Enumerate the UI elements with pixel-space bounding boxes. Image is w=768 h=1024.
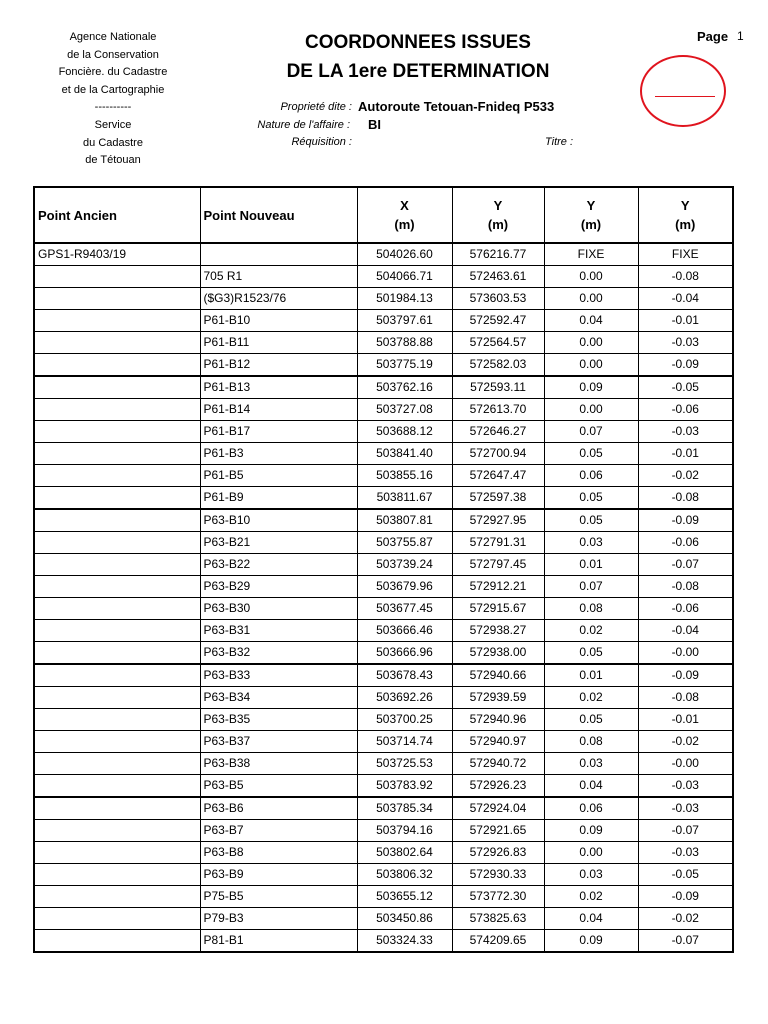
cell-point-ancien — [34, 797, 200, 820]
cell-point-ancien — [34, 642, 200, 665]
cell-y2: 0.09 — [544, 820, 638, 842]
cell-y3: -0.02 — [638, 465, 733, 487]
cell-y3: -0.08 — [638, 576, 733, 598]
cell-point-nouveau: P63-B31 — [200, 620, 357, 642]
cell-x: 503794.16 — [357, 820, 452, 842]
propriete-label: Proprieté dite : — [280, 101, 352, 113]
cell-y3: -0.01 — [638, 443, 733, 465]
cell-point-nouveau: P61-B12 — [200, 354, 357, 377]
cell-y: 572582.03 — [452, 354, 544, 377]
cell-point-nouveau: P63-B22 — [200, 554, 357, 576]
cell-x: 503788.88 — [357, 332, 452, 354]
col-y — [452, 187, 544, 243]
cell-point-nouveau: P63-B34 — [200, 687, 357, 709]
propriete-value: Autoroute Tetouan-Fnideq P533 — [358, 99, 555, 114]
cell-y3: -0.03 — [638, 797, 733, 820]
cell-point-ancien — [34, 310, 200, 332]
cell-y2: 0.00 — [544, 842, 638, 864]
cell-y3: -0.05 — [638, 864, 733, 886]
cell-y2: 0.07 — [544, 576, 638, 598]
cell-y: 574209.65 — [452, 930, 544, 953]
cell-y: 572915.67 — [452, 598, 544, 620]
cell-y2: 0.07 — [544, 421, 638, 443]
cell-point-nouveau: P63-B21 — [200, 532, 357, 554]
table-row — [34, 930, 733, 953]
table-row — [34, 354, 733, 377]
cell-y3: -0.09 — [638, 886, 733, 908]
cell-y: 572940.96 — [452, 709, 544, 731]
agency-line: Agence Nationale — [69, 31, 157, 43]
cell-y3: -0.08 — [638, 266, 733, 288]
cell-point-ancien — [34, 443, 200, 465]
cell-y: 572940.72 — [452, 753, 544, 775]
cell-point-nouveau: P61-B9 — [200, 487, 357, 510]
cell-y2: 0.06 — [544, 465, 638, 487]
cell-y2: 0.00 — [544, 354, 638, 377]
coordinates-table — [33, 186, 734, 953]
cell-y2: 0.01 — [544, 664, 638, 687]
col-y3-unit: (m) — [675, 217, 696, 232]
cell-x: 503807.81 — [357, 509, 452, 532]
agency-line: Foncière. du Cadastre — [58, 66, 168, 79]
cell-y: 572939.59 — [452, 687, 544, 709]
cell-y2: 0.04 — [544, 908, 638, 930]
cell-y2: 0.05 — [544, 487, 638, 510]
table-row — [34, 598, 733, 620]
cell-y2: 0.00 — [544, 332, 638, 354]
cell-y: 572940.97 — [452, 731, 544, 753]
cell-point-ancien — [34, 864, 200, 886]
table-header-row — [34, 187, 733, 243]
agency-line: du Cadastre — [83, 136, 143, 149]
cell-point-ancien — [34, 687, 200, 709]
table-row — [34, 443, 733, 465]
table-row — [34, 709, 733, 731]
cell-x: 503692.26 — [357, 687, 452, 709]
cell-x: 503811.67 — [357, 487, 452, 510]
cell-point-ancien — [34, 465, 200, 487]
table-row — [34, 310, 733, 332]
cell-y: 573825.63 — [452, 908, 544, 930]
cell-y3: -0.01 — [638, 709, 733, 731]
cell-point-nouveau: P63-B35 — [200, 709, 357, 731]
cell-x: 503802.64 — [357, 842, 452, 864]
cell-point-nouveau: P63-B7 — [200, 820, 357, 842]
table-row — [34, 753, 733, 775]
cell-point-ancien — [34, 753, 200, 775]
cell-y: 572597.38 — [452, 487, 544, 510]
cell-x: 503450.86 — [357, 908, 452, 930]
col-y3-label: Y — [680, 198, 690, 213]
cell-y: 572940.66 — [452, 664, 544, 687]
cell-point-nouveau: P61-B11 — [200, 332, 357, 354]
cell-point-ancien — [34, 775, 200, 798]
cell-x: 503775.19 — [357, 354, 452, 377]
col-x-label: X — [400, 198, 409, 213]
cell-point-nouveau: P81-B1 — [200, 930, 357, 953]
agency-separator: ---------- — [94, 101, 132, 114]
table-row — [34, 842, 733, 864]
cell-point-nouveau: P63-B6 — [200, 797, 357, 820]
cell-y3: -0.06 — [638, 598, 733, 620]
cell-point-nouveau: P61-B10 — [200, 310, 357, 332]
cell-point-ancien — [34, 509, 200, 532]
cell-y2: 0.08 — [544, 731, 638, 753]
cell-x: 503666.46 — [357, 620, 452, 642]
cell-x: 503678.43 — [357, 664, 452, 687]
col-y2 — [544, 187, 638, 243]
cell-y3: -0.00 — [638, 642, 733, 665]
cell-y: 572564.57 — [452, 332, 544, 354]
cell-x: 503797.61 — [357, 310, 452, 332]
cell-point-nouveau: P63-B29 — [200, 576, 357, 598]
table-row — [34, 399, 733, 421]
cell-y: 572938.27 — [452, 620, 544, 642]
cell-y2: 0.00 — [544, 399, 638, 421]
cell-y2: FIXE — [544, 243, 638, 266]
agency-line: de la Conservation — [67, 48, 159, 61]
cell-y: 572592.47 — [452, 310, 544, 332]
cell-y: 572613.70 — [452, 399, 544, 421]
cell-y: 573603.53 — [452, 288, 544, 310]
cell-point-ancien — [34, 820, 200, 842]
document-title — [248, 28, 588, 86]
cell-y3: FIXE — [638, 243, 733, 266]
cell-point-ancien — [34, 288, 200, 310]
cell-y: 576216.77 — [452, 243, 544, 266]
cell-point-nouveau: P63-B33 — [200, 664, 357, 687]
cell-point-nouveau: P63-B37 — [200, 731, 357, 753]
cell-point-ancien — [34, 620, 200, 642]
table-row — [34, 642, 733, 665]
table-row — [34, 864, 733, 886]
cell-y: 572926.83 — [452, 842, 544, 864]
table-row — [34, 532, 733, 554]
cell-x: 503700.25 — [357, 709, 452, 731]
cell-y2: 0.02 — [544, 620, 638, 642]
table-row — [34, 243, 733, 266]
cell-y: 572912.21 — [452, 576, 544, 598]
cell-x: 503677.45 — [357, 598, 452, 620]
cell-x: 503324.33 — [357, 930, 452, 953]
table-row — [34, 820, 733, 842]
cell-y2: 0.05 — [544, 709, 638, 731]
titre-label: Titre : — [545, 136, 574, 148]
cell-y2: 0.01 — [544, 554, 638, 576]
cell-y2: 0.05 — [544, 443, 638, 465]
cell-y2: 0.09 — [544, 930, 638, 953]
page-number: 1 — [737, 29, 744, 43]
cell-y2: 0.00 — [544, 266, 638, 288]
cell-point-ancien — [34, 532, 200, 554]
cell-point-ancien — [34, 842, 200, 864]
cell-point-nouveau: P79-B3 — [200, 908, 357, 930]
cell-x: 503785.34 — [357, 797, 452, 820]
cell-point-nouveau: ($G3)R1523/76 — [200, 288, 357, 310]
cell-y3: -0.03 — [638, 775, 733, 798]
cell-point-nouveau: P61-B5 — [200, 465, 357, 487]
cell-point-nouveau: P63-B32 — [200, 642, 357, 665]
cell-y: 572463.61 — [452, 266, 544, 288]
nature-label: Nature de l'affaire : — [257, 119, 350, 131]
cell-y3: -0.03 — [638, 421, 733, 443]
cell-x: 504066.71 — [357, 266, 452, 288]
cell-x: 503783.92 — [357, 775, 452, 798]
cell-point-nouveau: P61-B13 — [200, 376, 357, 399]
cell-y2: 0.09 — [544, 376, 638, 399]
cell-y3: -0.07 — [638, 930, 733, 953]
cell-y2: 0.02 — [544, 687, 638, 709]
col-point-ancien: Point Ancien — [34, 187, 200, 243]
table-row — [34, 687, 733, 709]
cell-point-ancien — [34, 731, 200, 753]
agency-line: de Tétouan — [85, 154, 141, 167]
cell-y: 572791.31 — [452, 532, 544, 554]
cell-point-nouveau: P63-B5 — [200, 775, 357, 798]
cell-y3: -0.06 — [638, 399, 733, 421]
cell-x: 504026.60 — [357, 243, 452, 266]
cell-y: 572593.11 — [452, 376, 544, 399]
cell-y3: -0.00 — [638, 753, 733, 775]
cell-x: 503666.96 — [357, 642, 452, 665]
cell-x: 503714.74 — [357, 731, 452, 753]
col-x-unit: (m) — [394, 217, 415, 232]
col-y3 — [638, 187, 733, 243]
title-line-1: COORDONNEES ISSUES — [305, 32, 531, 53]
cell-x: 503727.08 — [357, 399, 452, 421]
cell-y: 572797.45 — [452, 554, 544, 576]
requisition-label: Réquisition : — [291, 136, 352, 148]
cell-y3: -0.02 — [638, 731, 733, 753]
table-row — [34, 576, 733, 598]
table-row — [34, 664, 733, 687]
cell-x: 503655.12 — [357, 886, 452, 908]
cell-y: 572926.23 — [452, 775, 544, 798]
cell-point-ancien — [34, 598, 200, 620]
cell-y: 572930.33 — [452, 864, 544, 886]
cell-y2: 0.03 — [544, 753, 638, 775]
cell-y3: -0.04 — [638, 620, 733, 642]
cell-y3: -0.05 — [638, 376, 733, 399]
cell-y3: -0.06 — [638, 532, 733, 554]
cell-y: 572924.04 — [452, 797, 544, 820]
cell-point-ancien — [34, 332, 200, 354]
cell-y3: -0.03 — [638, 332, 733, 354]
cell-point-nouveau: P63-B30 — [200, 598, 357, 620]
table-row — [34, 487, 733, 510]
col-y2-unit: (m) — [580, 217, 602, 232]
table-row — [34, 288, 733, 310]
cell-x: 503688.12 — [357, 421, 452, 443]
cell-point-nouveau: P61-B14 — [200, 399, 357, 421]
col-x — [357, 187, 452, 243]
cell-y: 572938.00 — [452, 642, 544, 665]
table-row — [34, 731, 733, 753]
table-row — [34, 332, 733, 354]
cell-point-ancien — [34, 554, 200, 576]
cell-point-ancien — [34, 376, 200, 399]
cell-x: 501984.13 — [357, 288, 452, 310]
cell-y2: 0.05 — [544, 642, 638, 665]
table-row — [34, 620, 733, 642]
cell-x: 503725.53 — [357, 753, 452, 775]
cell-point-nouveau — [200, 243, 357, 266]
cell-y2: 0.00 — [544, 288, 638, 310]
table-row — [34, 421, 733, 443]
cell-y: 572927.95 — [452, 509, 544, 532]
cell-y3: -0.04 — [638, 288, 733, 310]
cell-point-ancien — [34, 421, 200, 443]
table-row — [34, 376, 733, 399]
cell-y3: -0.08 — [638, 687, 733, 709]
cell-point-nouveau: P75-B5 — [200, 886, 357, 908]
cell-point-nouveau: P63-B10 — [200, 509, 357, 532]
cell-x: 503855.16 — [357, 465, 452, 487]
cell-y: 572921.65 — [452, 820, 544, 842]
cell-y2: 0.04 — [544, 775, 638, 798]
cell-y3: -0.09 — [638, 664, 733, 687]
cell-point-ancien — [34, 266, 200, 288]
cell-y3: -0.09 — [638, 509, 733, 532]
cell-y3: -0.08 — [638, 487, 733, 510]
cell-x: 503841.40 — [357, 443, 452, 465]
table-row — [34, 775, 733, 798]
cell-point-ancien — [34, 487, 200, 510]
cell-y2: 0.05 — [544, 509, 638, 532]
table-row — [34, 797, 733, 820]
cell-point-nouveau: P63-B8 — [200, 842, 357, 864]
cell-y3: -0.07 — [638, 554, 733, 576]
cell-point-ancien — [34, 886, 200, 908]
cell-y: 572647.47 — [452, 465, 544, 487]
cell-point-nouveau: 705 R1 — [200, 266, 357, 288]
cell-y3: -0.03 — [638, 842, 733, 864]
cell-y: 573772.30 — [452, 886, 544, 908]
cell-y2: 0.03 — [544, 864, 638, 886]
cell-point-ancien — [34, 908, 200, 930]
cell-point-ancien — [34, 399, 200, 421]
cell-point-ancien — [34, 576, 200, 598]
cell-y2: 0.08 — [544, 598, 638, 620]
cell-point-nouveau: P63-B9 — [200, 864, 357, 886]
cell-point-ancien — [34, 354, 200, 377]
cell-y: 572700.94 — [452, 443, 544, 465]
cell-point-nouveau: P61-B17 — [200, 421, 357, 443]
nature-value: BI — [368, 117, 381, 132]
cell-point-ancien — [34, 664, 200, 687]
stamp-line — [655, 96, 715, 97]
table-row — [34, 465, 733, 487]
agency-block — [40, 29, 186, 170]
cell-x: 503762.16 — [357, 376, 452, 399]
col-y-label: Y — [493, 198, 503, 213]
cell-y3: -0.01 — [638, 310, 733, 332]
cell-point-nouveau: P61-B3 — [200, 443, 357, 465]
cell-x: 503806.32 — [357, 864, 452, 886]
cell-y2: 0.02 — [544, 886, 638, 908]
agency-line: Service — [94, 118, 132, 131]
cell-x: 503755.87 — [357, 532, 452, 554]
table-row — [34, 908, 733, 930]
cell-y: 572646.27 — [452, 421, 544, 443]
table-row — [34, 509, 733, 532]
col-y2-label: Y — [586, 198, 596, 213]
cell-y3: -0.07 — [638, 820, 733, 842]
cell-point-nouveau: P63-B38 — [200, 753, 357, 775]
cell-point-ancien — [34, 930, 200, 953]
cell-y2: 0.03 — [544, 532, 638, 554]
cell-y3: -0.02 — [638, 908, 733, 930]
cell-y2: 0.04 — [544, 310, 638, 332]
cell-x: 503739.24 — [357, 554, 452, 576]
cell-point-ancien — [34, 709, 200, 731]
stamp-circle — [640, 55, 726, 127]
col-point-nouveau: Point Nouveau — [200, 187, 357, 243]
col-y-unit: (m) — [487, 217, 509, 232]
table-row — [34, 266, 733, 288]
table-row — [34, 554, 733, 576]
cell-y2: 0.06 — [544, 797, 638, 820]
page-label: Page — [697, 29, 729, 44]
title-line-2: DE LA 1ere DETERMINATION — [286, 61, 550, 82]
table-row — [34, 886, 733, 908]
cell-point-ancien: GPS1-R9403/19 — [34, 243, 200, 266]
cell-y3: -0.09 — [638, 354, 733, 377]
agency-line: et de la Cartographie — [61, 83, 165, 96]
cell-x: 503679.96 — [357, 576, 452, 598]
